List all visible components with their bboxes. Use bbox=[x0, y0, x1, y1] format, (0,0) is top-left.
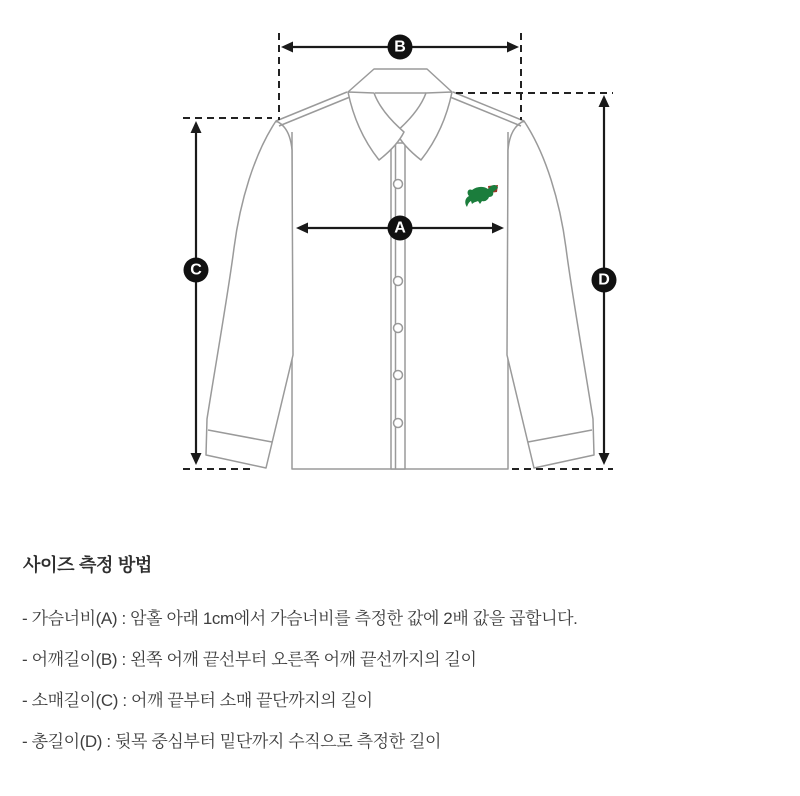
size-guide-item-chest: - 가슴너비(A) : 암홀 아래 1cm에서 가슴너비를 측정한 값에 2배 값을 곱합니다. bbox=[22, 609, 578, 628]
button-icon bbox=[394, 277, 403, 286]
size-guide-item-length: - 총길이(D) : 뒷목 중심부터 밑단까지 수직으로 측정한 길이 bbox=[22, 732, 442, 751]
shirt-left-sleeve bbox=[206, 121, 293, 468]
shoulder-yoke-seams bbox=[276, 92, 524, 126]
measure-arrow-sleeve-c bbox=[191, 121, 202, 465]
measure-badge-a bbox=[388, 216, 413, 241]
measure-badge-c-label: C bbox=[190, 261, 202, 279]
measure-badge-d bbox=[592, 268, 617, 293]
measure-badge-d-label: D bbox=[598, 271, 610, 289]
shirt-right-sleeve bbox=[507, 121, 594, 468]
measure-badge-b bbox=[388, 35, 413, 60]
button-icon bbox=[394, 371, 403, 380]
shirt-illustration bbox=[206, 69, 594, 469]
size-guide-item-sleeve: - 소매길이(C) : 어깨 끝부터 소매 끝단까지의 길이 bbox=[22, 691, 373, 710]
button-icon bbox=[394, 419, 403, 428]
measure-badge-c bbox=[184, 258, 209, 283]
button-icon bbox=[394, 180, 403, 189]
collar-band bbox=[348, 69, 452, 92]
size-guide-item-shoulder: - 어깨길이(B) : 왼쪽 어깨 끝선부터 오른쪽 어깨 끝선까지의 길이 bbox=[22, 650, 477, 669]
button-icon bbox=[394, 324, 403, 333]
measure-badge-a-label: A bbox=[394, 219, 406, 237]
measure-badge-b-label: B bbox=[394, 38, 406, 56]
size-guide-title: 사이즈 측정 방법 bbox=[23, 555, 153, 575]
